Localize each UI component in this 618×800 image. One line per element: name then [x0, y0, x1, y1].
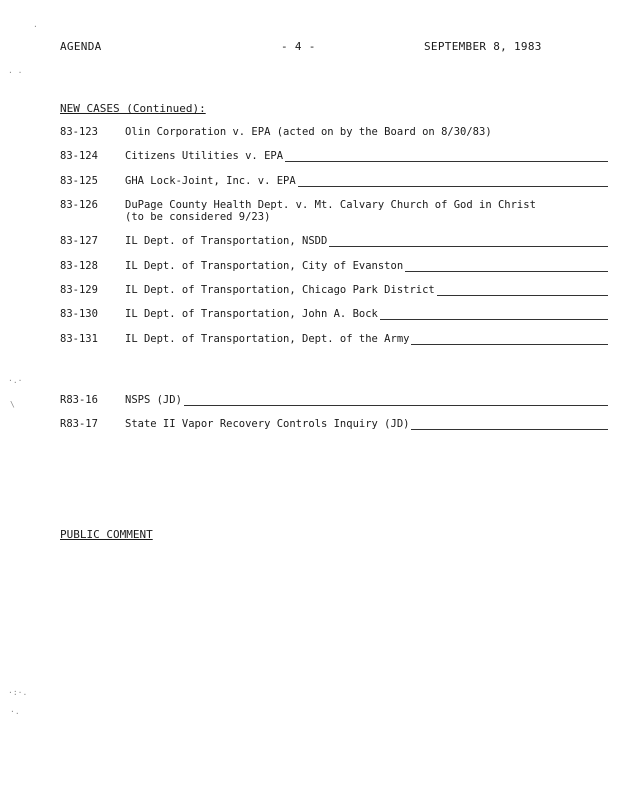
- case-description: Citizens Utilities v. EPA: [125, 150, 284, 162]
- scan-speck: ·.·: [8, 376, 23, 385]
- public-comment-heading: PUBLIC COMMENT: [60, 528, 153, 541]
- new-cases-heading: NEW CASES (Continued):: [60, 102, 206, 115]
- case-number: R83-16: [60, 394, 98, 406]
- blank-line: [285, 151, 608, 162]
- scan-speck: ·.: [10, 707, 20, 716]
- case-description: State II Vapor Recovery Controls Inquiry (JD): [125, 418, 410, 430]
- case-description: GHA Lock-Joint, Inc. v. EPA: [125, 175, 296, 187]
- scan-speck: ·:·.: [8, 688, 28, 697]
- blank-line: [329, 236, 608, 247]
- blank-line: [380, 309, 608, 320]
- blank-line: [298, 176, 608, 187]
- case-description: IL Dept. of Transportation, Chicago Park District: [125, 284, 435, 296]
- case-number: 83-130: [60, 308, 98, 320]
- case-number: 83-128: [60, 260, 98, 272]
- case-description: Olin Corporation v. EPA (acted on by the Board on 8/30/83): [125, 126, 492, 138]
- case-number: R83-17: [60, 418, 98, 430]
- blank-line: [184, 395, 608, 406]
- case-number: 83-129: [60, 284, 98, 296]
- case-number: 83-127: [60, 235, 98, 247]
- header-page-number: - 4 -: [281, 40, 316, 53]
- case-description: IL Dept. of Transportation, Dept. of the Army: [125, 333, 410, 345]
- case-description: IL Dept. of Transportation, City of Evanston: [125, 260, 404, 272]
- case-number: 83-124: [60, 150, 98, 162]
- case-description: DuPage County Health Dept. v. Mt. Calvary Church of God in Christ (to be considered 9/23): [125, 199, 536, 223]
- case-number: 83-126: [60, 199, 98, 211]
- case-number: 83-123: [60, 126, 98, 138]
- scan-speck: \: [10, 400, 15, 409]
- case-description: IL Dept. of Transportation, NSDD: [125, 235, 328, 247]
- scan-speck: · ·: [8, 68, 23, 77]
- case-number: 83-131: [60, 333, 98, 345]
- case-description: NSPS (JD): [125, 394, 182, 406]
- case-number: 83-125: [60, 175, 98, 187]
- case-description: IL Dept. of Transportation, John A. Bock: [125, 308, 378, 320]
- header-agenda: AGENDA: [60, 40, 102, 53]
- header-date: SEPTEMBER 8, 1983: [424, 40, 542, 53]
- scan-speck: ·: [33, 22, 38, 31]
- blank-line: [411, 334, 608, 345]
- blank-line: [411, 419, 608, 430]
- blank-line: [437, 285, 608, 296]
- blank-line: [405, 261, 608, 272]
